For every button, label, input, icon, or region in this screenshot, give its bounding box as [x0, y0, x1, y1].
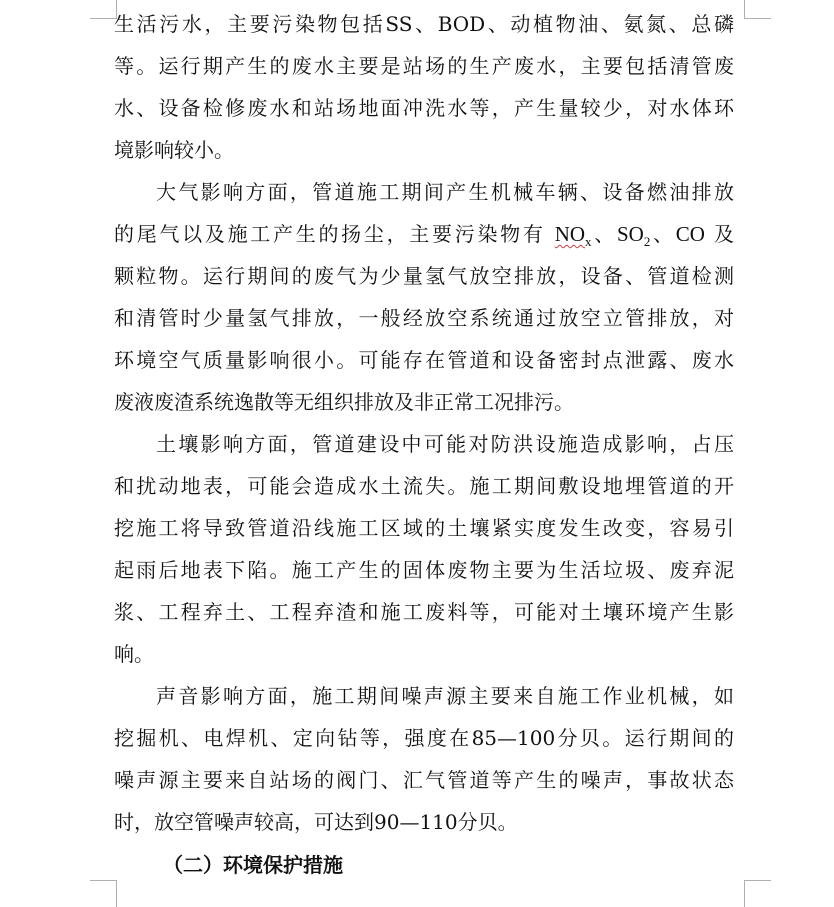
text-run: 的尾气以及施工产生的扬尘，主要污染物有 [114, 222, 546, 246]
text-line-pollutants [114, 213, 734, 255]
page-corner-mark [744, 880, 771, 907]
paragraph-noise [114, 675, 734, 843]
text-line: 挖施工将导致管道沿线施工区域的土壤紧实度发生改变，容易引 [114, 516, 734, 540]
text-line: 挖掘机、电焊机、定向钻等，强度在85—100分贝。运行期间的 [114, 726, 734, 750]
paragraph-air [114, 171, 734, 423]
text-line: 响。 [114, 642, 154, 666]
page-corner-mark [90, 880, 117, 907]
text-line: 起雨后地表下陷。施工产生的固体废物主要为生活垃圾、废弃泥 [114, 558, 734, 582]
chem-so2: $SO_2$ [616, 222, 651, 250]
text-run: 及 [714, 222, 735, 246]
chem-co: CO [675, 222, 705, 246]
page-corner-mark [90, 0, 117, 19]
text-line: 噪声源主要来自站场的阀门、汇气管道等产生的噪声，事故状态 [114, 768, 734, 792]
text-line: 浆、工程弃土、工程弃渣和施工废料等，可能对土壤环境产生影 [114, 600, 734, 624]
text-line: 和清管时少量氢气排放，一般经放空系统通过放空立管排放，对 [114, 306, 734, 330]
section-heading: （二）环境保护措施 [163, 853, 343, 877]
text-line: 土壤影响方面，管道建设中可能对防洪设施造成影响，占压 [156, 432, 734, 456]
paragraph-soil [114, 423, 734, 675]
text-line: 颗粒物。运行期间的废气为少量氢气放空排放，设备、管道检测 [114, 264, 734, 288]
text-line: 大气影响方面，管道施工期间产生机械车辆、设备燃油排放 [156, 180, 734, 204]
paragraph-wastewater [114, 3, 734, 171]
text-line: 境影响较小。 [114, 138, 234, 162]
text-line: 和扰动地表，可能会造成水土流失。施工期间敷设地埋管道的开 [114, 474, 734, 498]
text-run: 、 [591, 222, 617, 246]
text-line: 生活污水，主要污染物包括SS、BOD、动植物油、氨氮、总磷 [114, 12, 734, 36]
page-corner-mark [744, 0, 771, 19]
text-line: 声音影响方面，施工期间噪声源主要来自施工作业机械，如 [156, 684, 734, 708]
text-run: 、 [650, 222, 676, 246]
document-body [114, 0, 734, 843]
text-line: 水、设备检修废水和站场地面冲洗水等，产生量较少，对水体环 [114, 96, 734, 120]
text-line: 时，放空管噪声较高，可达到90—110分贝。 [114, 810, 518, 834]
chem-nox: $NO_x$ [554, 222, 592, 250]
text-line: 废液废渣系统逸散等无组织排放及非正常工况排污。 [114, 390, 574, 414]
text-line: 环境空气质量影响很小。可能存在管道和设备密封点泄露、废水 [114, 348, 734, 372]
text-line: 等。运行期产生的废水主要是站场的生产废水，主要包括清管废 [114, 54, 734, 78]
